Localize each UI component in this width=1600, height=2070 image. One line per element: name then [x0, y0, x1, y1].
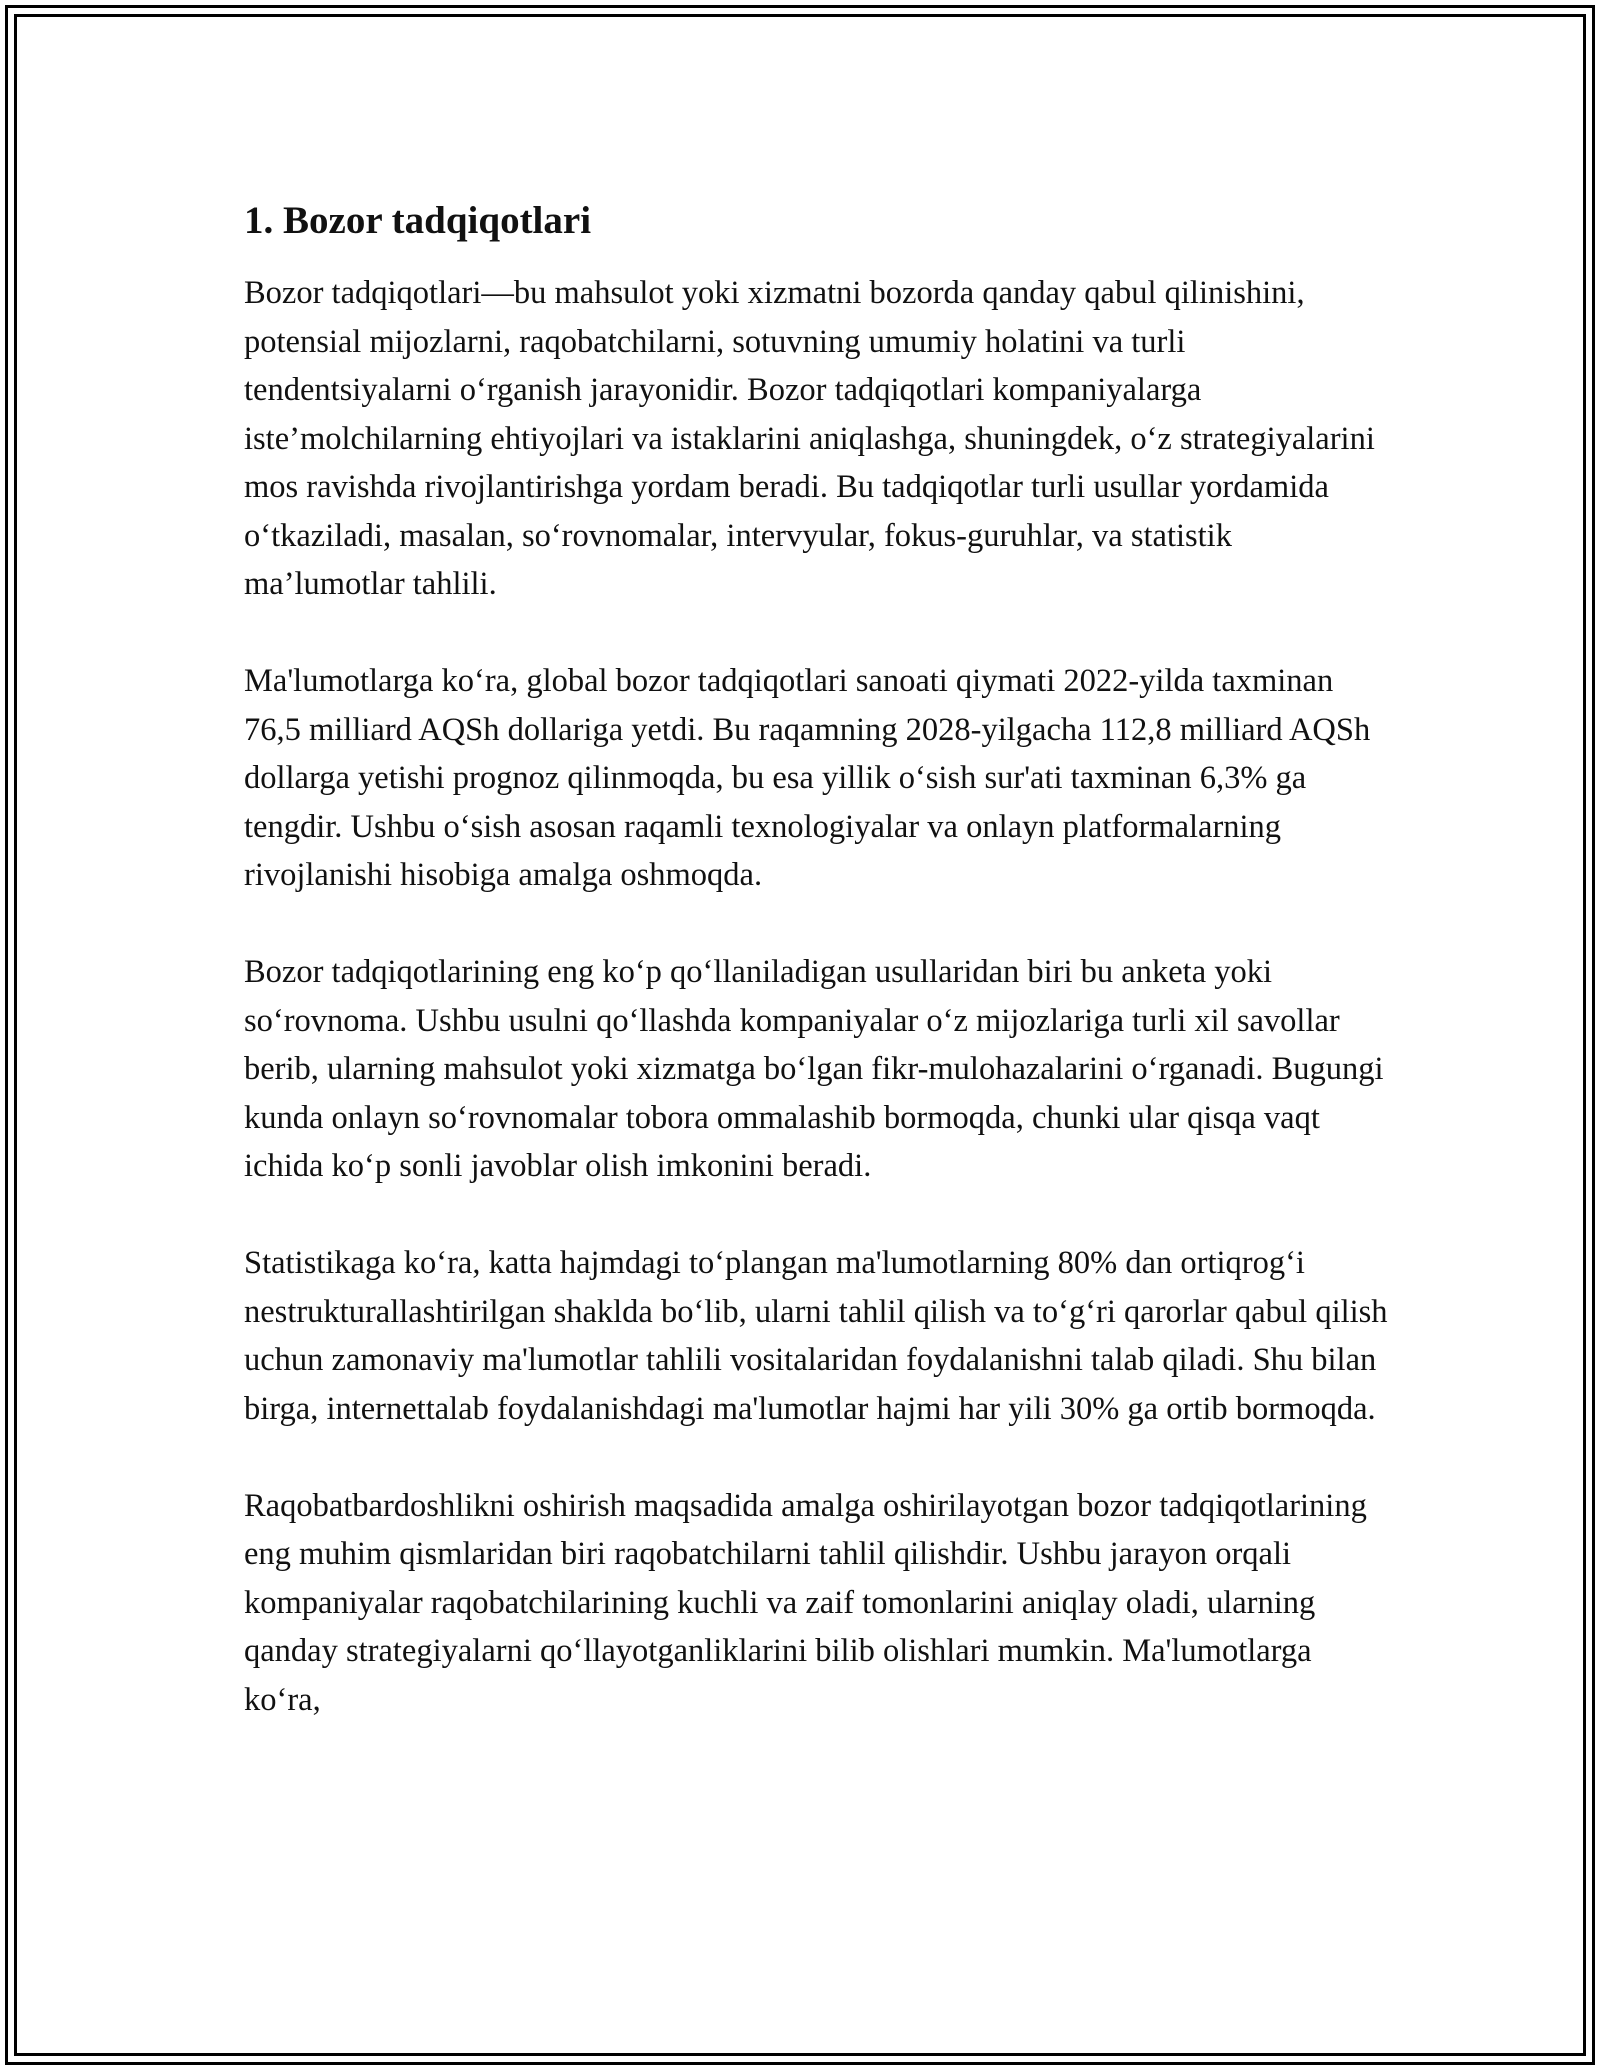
section-heading: 1. Bozor tadqiqotlari: [244, 199, 592, 242]
paragraph-competitors: Raqobatbardoshlikni oshirish maqsadida amalga oshirilayotgan bozor tadqiqotlarining eng muhim qismlaridan biri raqobatchilarni tahlil qilishdir. Ushbu jarayon orqali kompaniyalar raqobatchilarining kuchli va zaif tomonlarini aniqlay oladi, ularning qanday strategiyalarni qoʻllayotganliklarini bilib olishlari mumkin. Ma'lumotlarga koʻra,: [244, 1487, 1367, 1718]
paragraph-surveys: Bozor tadqiqotlarining eng koʻp qoʻllaniladigan usullaridan biri bu anketa yoki soʻrovnoma. Ushbu usulni qoʻllashda kompaniyalar oʻz mijozlariga turli xil savollar berib, ularning mahsulot yoki xizmatga boʻlgan fikr-mulohazalarini oʻrganadi. Bugungi kunda onlayn soʻrovnomalar tobora ommalashib bormoqda, chunki ular qisqa vaqt ichida koʻp sonli javoblar olish imkonini beradi.: [244, 954, 1384, 1184]
paragraph-market-value: Ma'lumotlarga koʻra, global bozor tadqiqotlari sanoati qiymati 2022-yilda taxminan 76,5 milliard AQSh dollariga yetdi. Bu raqamning 2028-yilgacha 112,8 milliard AQSh dollarga yetishi prognoz qilinmoqda, bu esa yillik oʻsish sur'ati taxminan 6,3% ga tengdir. Ushbu oʻsish asosan raqamli texnologiyalar va onlayn platformalarning rivojlanishi hisobiga amalga oshmoqda.: [244, 663, 1371, 893]
paragraph-statistics: Statistikaga koʻra, katta hajmdagi toʻplangan ma'lumotlarning 80% dan ortiqrogʻi nestrukturallashtirilgan shaklda boʻlib, ularni tahlil qilish va toʻgʻri qarorlar qabul qilish uchun zamonaviy ma'lumotlar tahlili vositalaridan foydalanishni talab qiladi. Shu bilan birga, internettalab foydalanishdagi ma'lumotlar hajmi har yili 30% ga ortib bormoqda.: [244, 1245, 1388, 1427]
page-frame: [5, 5, 1595, 2065]
document-body: [244, 193, 1394, 1724]
paragraph-intro: Bozor tadqiqotlari—bu mahsulot yoki xizmatni bozorda qanday qabul qilinishini, potensial mijozlarni, raqobatchilarni, sotuvning umumiy holatini va turli tendentsiyalarni oʻrganish jarayonidir. Bozor tadqiqotlari kompaniyalarga iste’molchilarning ehtiyojlari va istaklarini aniqlashga, shuningdek, oʻz strategiyalarini mos ravishda rivojlantirishga yordam beradi. Bu tadqiqotlar turli usullar yordamida oʻtkaziladi, masalan, soʻrovnomalar, intervyular, fokus-guruhlar, va statistik ma’lumotlar tahlili.: [244, 275, 1375, 602]
